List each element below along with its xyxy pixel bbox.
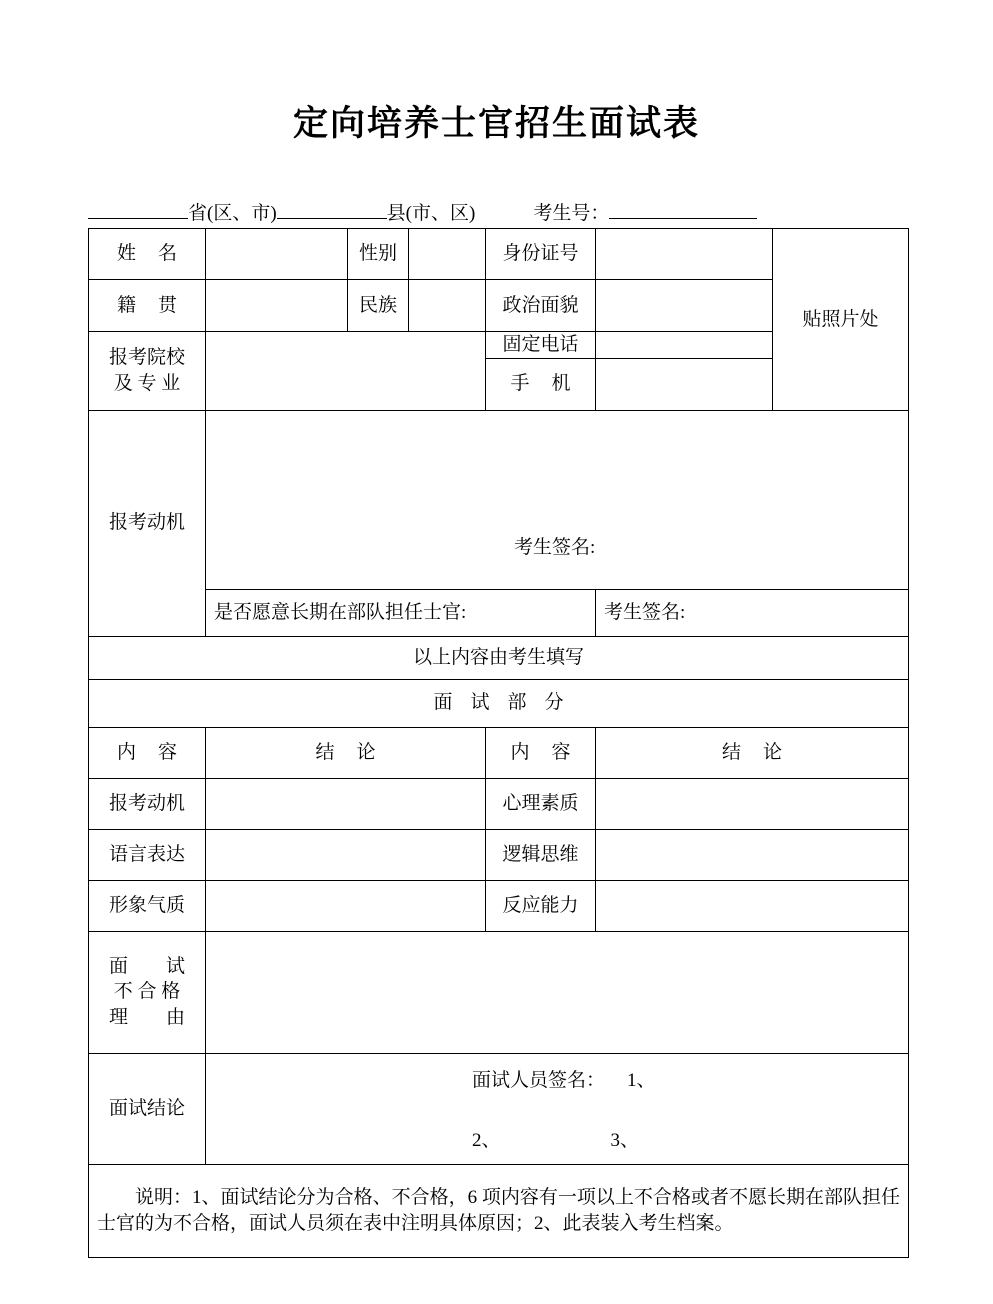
interview-item-label-0-left: 报考动机 — [89, 778, 206, 829]
header-fill-line — [88, 198, 908, 226]
mobile-label-char-1: 手 — [510, 373, 530, 395]
interview-item-label-0-right: 心理素质 — [486, 778, 596, 829]
table-row-long-term — [89, 589, 909, 636]
native-place-label — [89, 280, 206, 332]
content-header-right-char-1: 内 — [510, 741, 530, 763]
reject-reason-label-line-3: 理 由 — [108, 1006, 185, 1028]
ethnicity-label: 民族 — [348, 280, 409, 332]
native-place-label-char-1: 籍 — [116, 294, 136, 316]
reject-reason-value-field[interactable] — [206, 931, 909, 1053]
table-row-name — [89, 229, 909, 280]
table-row-interview-col-headers — [89, 727, 909, 778]
native-place-label-char-2: 贯 — [158, 294, 178, 316]
name-label-char-1: 姓 — [116, 243, 136, 265]
filled-by-candidate-note: 以上内容由考生填写 — [89, 636, 909, 679]
landline-value-field[interactable] — [596, 332, 773, 359]
name-label — [89, 229, 206, 280]
interview-result-field-0-right[interactable] — [596, 778, 909, 829]
table-row-note — [89, 1164, 909, 1257]
interview-item-label-1-left: 语言表达 — [89, 829, 206, 880]
school-major-label-line-1: 报考院校 — [108, 347, 185, 369]
table-row-interview-item — [89, 880, 909, 931]
school-major-label-line-2: 及 专 业 — [113, 372, 181, 394]
interview-result-field-2-left[interactable] — [206, 880, 486, 931]
content-header-left — [89, 727, 206, 778]
table-row-interview-section-header — [89, 679, 909, 727]
conclusion-header-left-char-1: 结 — [315, 741, 335, 763]
interviewer-signature-label: 面试人员签名： — [472, 1070, 606, 1091]
interview-item-label-1-right: 逻辑思维 — [486, 829, 596, 880]
interview-section-title — [89, 679, 909, 727]
table-row-reject-reason — [89, 931, 909, 1053]
county-blank-field[interactable] — [277, 198, 387, 219]
interview-result-field-1-right[interactable] — [596, 829, 909, 880]
political-status-value-field[interactable] — [596, 280, 773, 332]
reject-reason-label-line-1: 面 试 — [108, 955, 185, 977]
interview-section-char-3: 部 — [507, 692, 527, 714]
note-text: 说明：1、面试结论分为合格、不合格，6 项内容有一项以上不合格或者不愿长期在部队担任士官的为不合格，面试人员须在表中注明具体原因；2、此表装入考生档案。 — [97, 1187, 900, 1234]
long-term-signature-label: 考生签名: — [596, 589, 909, 636]
id-number-value-field[interactable] — [596, 229, 773, 280]
conclusion-header-right-char-2: 论 — [763, 741, 783, 763]
school-major-label — [89, 332, 206, 411]
table-row-interview-item — [89, 829, 909, 880]
gender-value-field[interactable] — [409, 229, 486, 280]
landline-label: 固定电话 — [486, 332, 596, 359]
interview-section-char-4: 分 — [544, 692, 564, 714]
motivation-content-field[interactable] — [206, 410, 909, 589]
province-suffix-label: 省(区、市) — [188, 203, 277, 224]
conclusion-header-right-char-1: 结 — [721, 741, 741, 763]
interviewer-signature-line-2 — [214, 1128, 900, 1154]
interview-result-field-1-left[interactable] — [206, 829, 486, 880]
interview-section-char-1: 面 — [433, 692, 453, 714]
interview-section-char-2: 试 — [470, 692, 490, 714]
interviewer-slot-3[interactable]: 3、 — [610, 1129, 640, 1151]
table-row-interview-item — [89, 778, 909, 829]
mobile-value-field[interactable] — [596, 358, 773, 410]
county-suffix-label: 县(市、区) — [386, 203, 476, 224]
mobile-label — [486, 358, 596, 410]
interview-result-field-0-left[interactable] — [206, 778, 486, 829]
conclusion-header-left — [206, 727, 486, 778]
ethnicity-value-field[interactable] — [409, 280, 486, 332]
interviewer-signature-block — [214, 1064, 900, 1153]
exam-number-blank-field[interactable] — [609, 198, 757, 219]
note-cell — [89, 1164, 909, 1257]
final-conclusion-label: 面试结论 — [89, 1053, 206, 1164]
political-status-label: 政治面貌 — [486, 280, 596, 332]
id-number-label: 身份证号 — [486, 229, 596, 280]
name-label-char-2: 名 — [158, 243, 178, 265]
interview-result-field-2-right[interactable] — [596, 880, 909, 931]
interview-form-table — [88, 228, 909, 1258]
long-term-question-label[interactable]: 是否愿意长期在部队担任士官: — [206, 589, 596, 636]
motivation-candidate-signature-label: 考生签名: — [514, 537, 596, 558]
table-row-motivation — [89, 410, 909, 589]
reject-reason-label — [89, 931, 206, 1053]
mobile-label-char-2: 机 — [551, 373, 571, 395]
interview-item-label-2-right: 反应能力 — [486, 880, 596, 931]
school-major-value-field[interactable] — [206, 332, 486, 411]
interviewer-slot-2[interactable]: 2、 — [472, 1129, 501, 1151]
final-conclusion-value-field[interactable] — [206, 1053, 909, 1164]
interviewer-slot-1[interactable]: 1、 — [627, 1070, 656, 1091]
gender-label: 性别 — [348, 229, 409, 280]
content-header-right-char-2: 容 — [551, 741, 571, 763]
photo-placeholder-cell[interactable]: 贴照片处 — [773, 229, 909, 411]
exam-number-label: 考生号： — [533, 203, 610, 224]
name-value-field[interactable] — [206, 229, 348, 280]
motivation-label: 报考动机 — [89, 410, 206, 636]
content-header-right — [486, 727, 596, 778]
interviewer-signature-line-1 — [214, 1068, 900, 1094]
content-header-left-char-2: 容 — [158, 741, 178, 763]
province-blank-field[interactable] — [88, 198, 188, 219]
content-header-left-char-1: 内 — [116, 741, 136, 763]
table-row-final-conclusion — [89, 1053, 909, 1164]
conclusion-header-left-char-2: 论 — [356, 741, 376, 763]
reject-reason-label-line-2: 不 合 格 — [113, 981, 181, 1003]
conclusion-header-right — [596, 727, 909, 778]
page-title: 定向培养士官招生面试表 — [292, 104, 700, 143]
native-place-value-field[interactable] — [206, 280, 348, 332]
table-row-filled-by-candidate — [89, 636, 909, 679]
interview-item-label-2-left: 形象气质 — [89, 880, 206, 931]
